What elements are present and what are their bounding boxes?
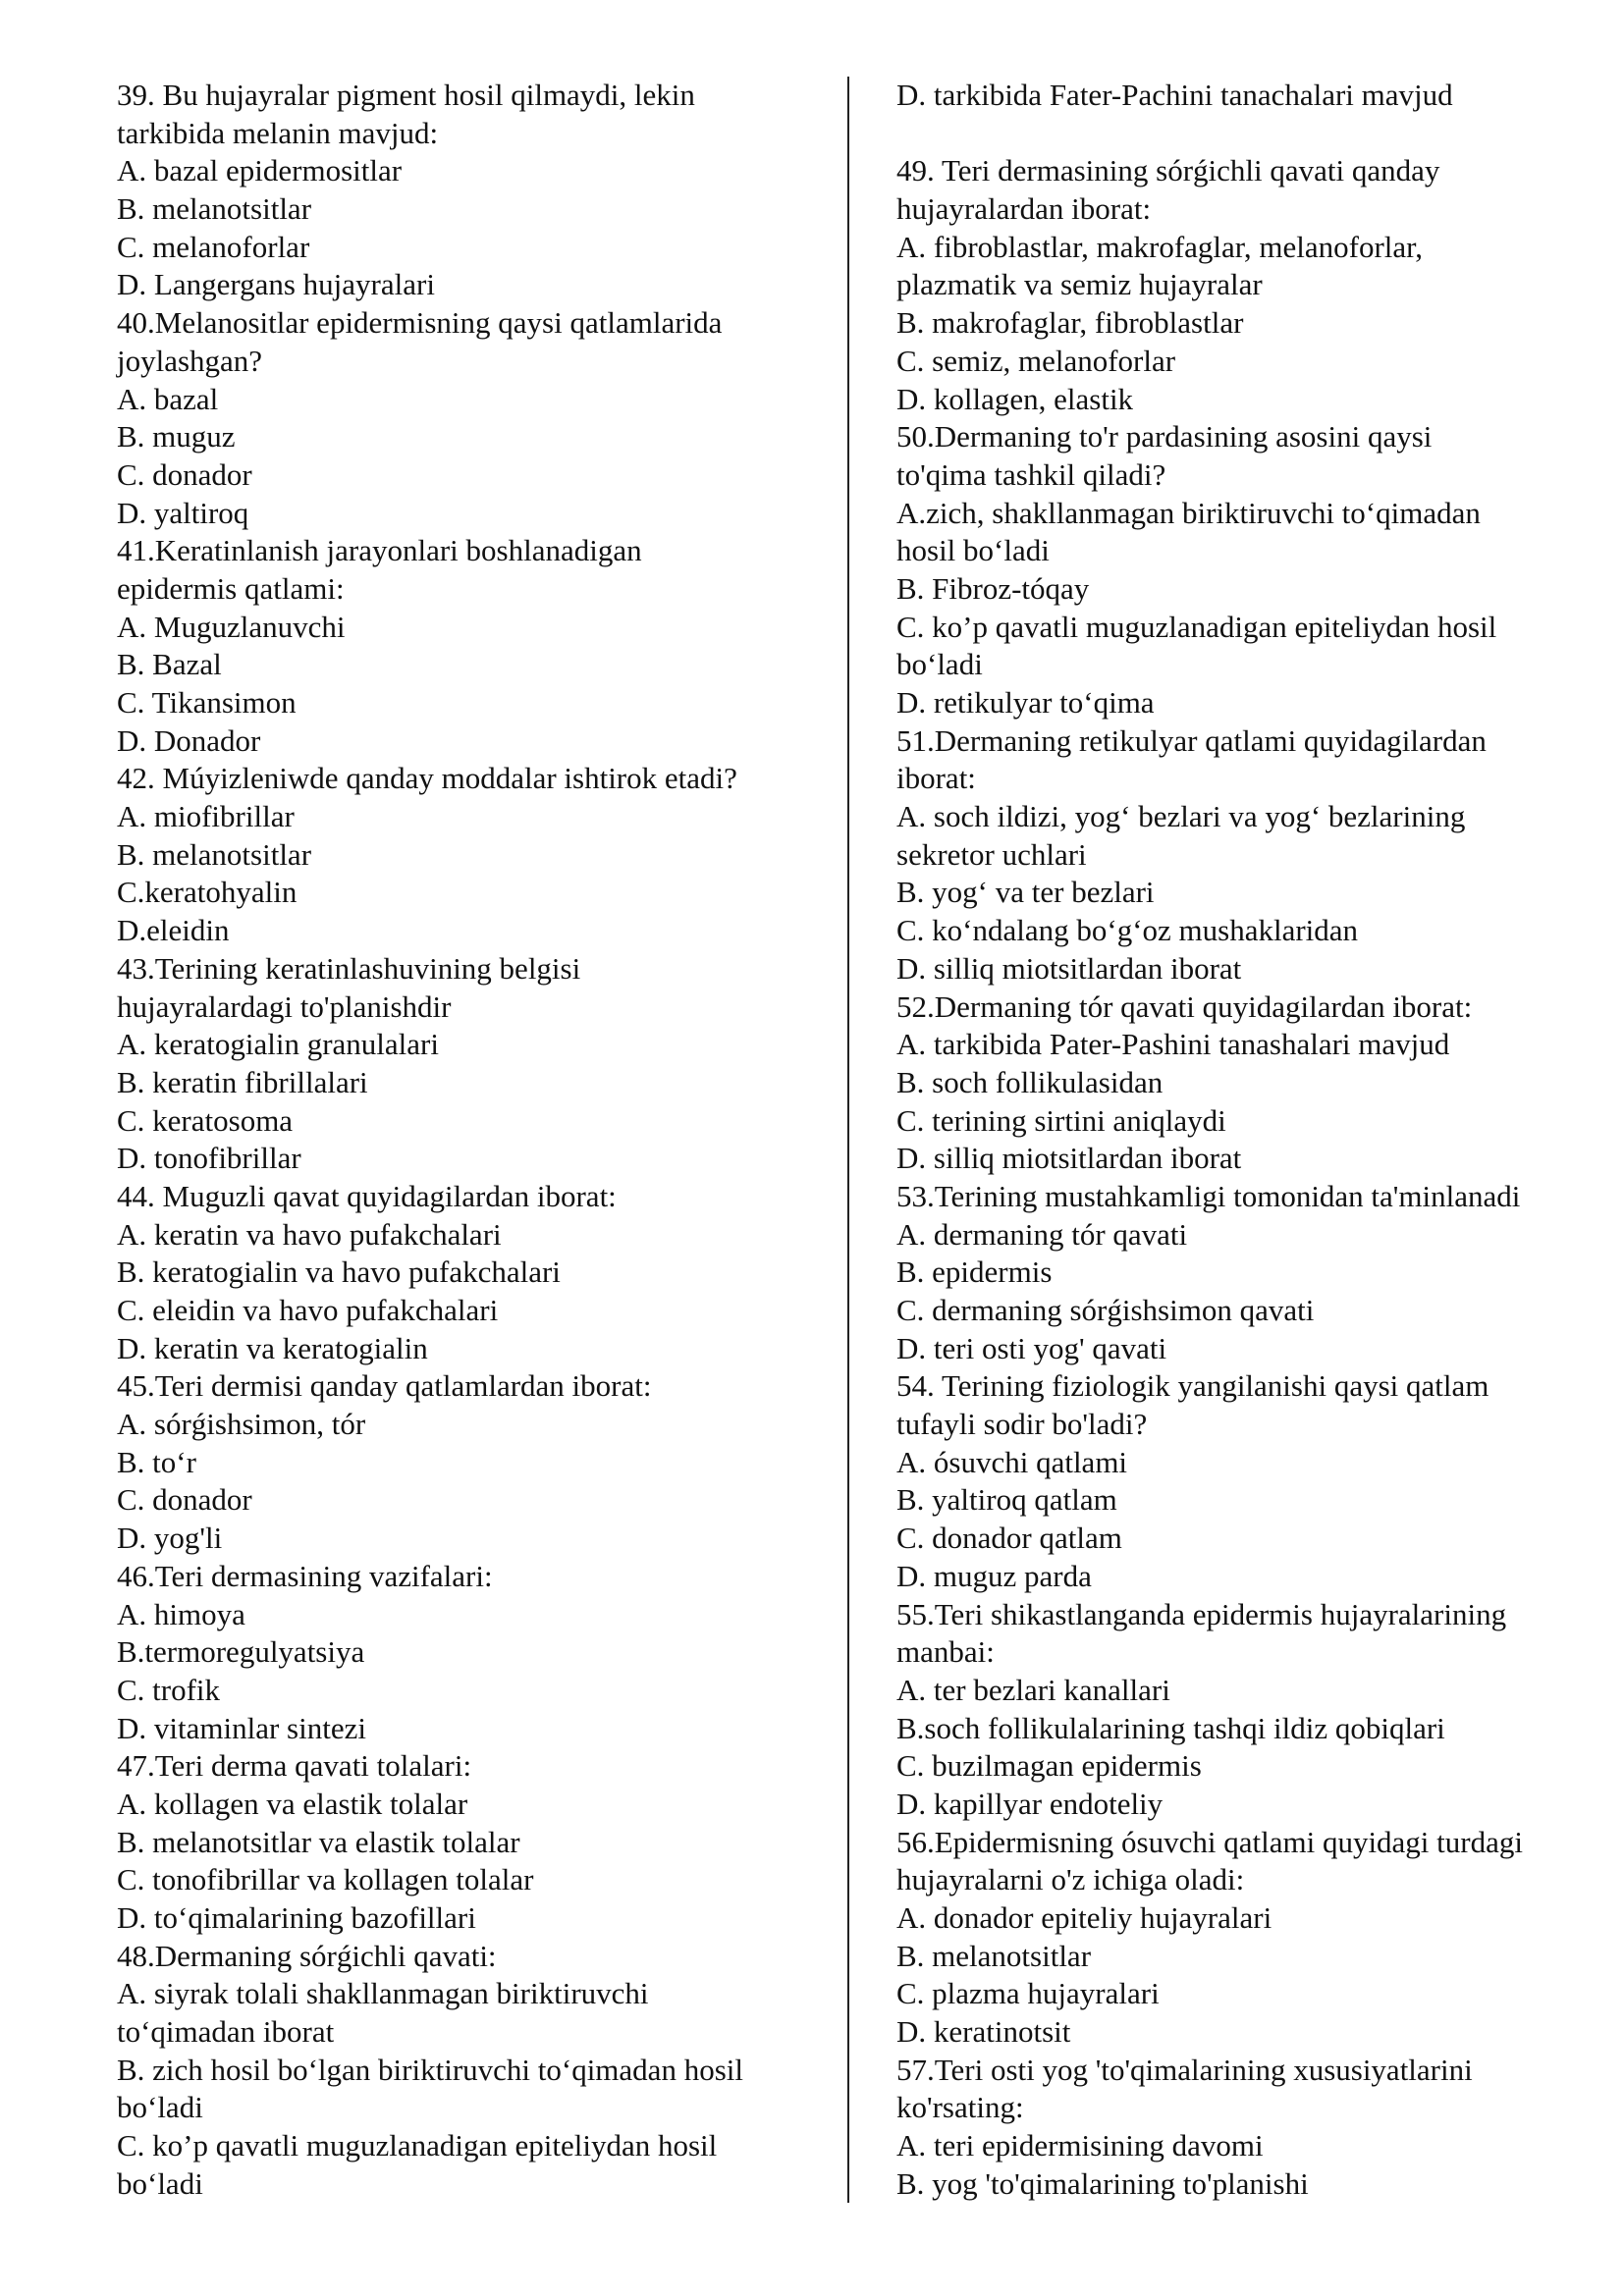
- text-line: D. muguz parda: [896, 1558, 1092, 1593]
- text-line: A.zich, shakllanmagan biriktiruvchi to‘qimadan: [896, 495, 1481, 530]
- text-line: 40.Melanositlar epidermisning qaysi qatlamlarida: [117, 305, 723, 341]
- text-line: C. ko’p qavatli muguzlanadigan epiteliydan hosil: [117, 2128, 718, 2163]
- text-line: 48.Dermaning sórǵichli qavati:: [117, 1938, 497, 1973]
- text-line: joylashgan?: [117, 343, 263, 378]
- text-line: 46.Teri dermasining vazifalari:: [117, 1558, 493, 1593]
- text-line: D. keratin va keratogialin: [117, 1330, 428, 1365]
- text-line: C. terining sirtini aniqlaydi: [896, 1102, 1226, 1138]
- text-line: manbai:: [896, 1634, 995, 1670]
- text-line: D. to‘qimalarining bazofillari: [117, 1900, 476, 1935]
- text-line: A. miofibrillar: [117, 799, 295, 834]
- text-line: D. yog'li: [117, 1521, 223, 1556]
- text-line: C. eleidin va havo pufakchalari: [117, 1293, 499, 1327]
- text-line: B.termoregulyatsiya: [117, 1634, 365, 1670]
- text-line: bo‘ladi: [896, 647, 983, 682]
- text-line: A. himoya: [117, 1596, 245, 1631]
- text-line: 47.Teri derma qavati tolalari:: [117, 1748, 472, 1784]
- text-line: D. yaltiroq: [117, 495, 249, 530]
- text-line: C. donador: [117, 1482, 252, 1518]
- text-line: B. melanotsitlar: [117, 836, 312, 872]
- text-line: ko'rsating:: [896, 2090, 1024, 2125]
- text-line: D. silliq miotsitlardan iborat: [896, 950, 1242, 986]
- text-line: 50.Dermaning to'r pardasining asosini qaysi: [896, 419, 1433, 454]
- text-line: A. teri epidermisining davomi: [896, 2128, 1264, 2163]
- text-line: A. ter bezlari kanallari: [896, 1672, 1170, 1707]
- text-line: B. epidermis: [896, 1255, 1053, 1290]
- text-line: D. tarkibida Fater-Pachini tanachalari mavjud: [896, 78, 1453, 112]
- text-line: C. donador qatlam: [896, 1521, 1122, 1556]
- text-line: bo‘ladi: [117, 2165, 203, 2201]
- text-line: C. tonofibrillar va kollagen tolalar: [117, 1862, 534, 1897]
- text-line: hujayralardagi to'planishdir: [117, 988, 452, 1024]
- text-line: B. yog‘ va ter bezlari: [896, 875, 1155, 910]
- text-line: C. Tikansimon: [117, 685, 297, 720]
- text-line: D. teri osti yog' qavati: [896, 1330, 1167, 1365]
- text-line: 52.Dermaning tór qavati quyidagilardan iborat:: [896, 988, 1473, 1024]
- text-line: 57.Teri osti yog 'to'qimalarining xususiyatlarini: [896, 2052, 1473, 2087]
- text-line: C. ko’p qavatli muguzlanadigan epiteliydan hosil: [896, 609, 1497, 644]
- text-line: B. zich hosil bo‘lgan biriktiruvchi to‘qimadan hosil: [117, 2052, 743, 2087]
- text-line: C. trofik: [117, 1672, 221, 1707]
- text-line: B. to‘r: [117, 1444, 196, 1479]
- text-line: A. bazal: [117, 381, 219, 416]
- text-line: 54. Terining fiziologik yangilanishi qaysi qatlam: [896, 1368, 1489, 1404]
- text-line: 45.Teri dermisi qanday qatlamlardan iborat:: [117, 1368, 652, 1404]
- text-line: D. silliq miotsitlardan iborat: [896, 1141, 1242, 1176]
- text-line: A. dermaning tór qavati: [896, 1216, 1188, 1252]
- text-line: A. fibroblastlar, makrofaglar, melanoforlar,: [896, 229, 1423, 264]
- text-line: B. melanotsitlar: [117, 191, 312, 227]
- paragraph-gap: [896, 115, 1584, 153]
- text-line: hujayralardan iborat:: [896, 191, 1152, 227]
- text-line: C. melanoforlar: [117, 229, 310, 264]
- text-line: B. makrofaglar, fibroblastlar: [896, 305, 1244, 341]
- text-line: B.soch follikulalarining tashqi ildiz qobiqlari: [896, 1710, 1445, 1745]
- text-line: 42. Múyizleniwde qanday moddalar ishtirok etadi?: [117, 761, 737, 796]
- text-line: A. keratin va havo pufakchalari: [117, 1216, 502, 1252]
- text-line: B. Fibroz-tóqay: [896, 570, 1090, 606]
- text-line: C. plazma hujayralari: [896, 1976, 1160, 2011]
- right-column: [896, 77, 1584, 2204]
- text-line: 55.Teri shikastlanganda epidermis hujayralarining: [896, 1596, 1507, 1631]
- text-line: B. keratogialin va havo pufakchalari: [117, 1255, 561, 1290]
- text-line: epidermis qatlami:: [117, 570, 345, 606]
- text-line: B. melanotsitlar va elastik tolalar: [117, 1824, 520, 1859]
- text-line: A. kollagen va elastik tolalar: [117, 1786, 468, 1821]
- text-line: tarkibida melanin mavjud:: [117, 115, 439, 150]
- text-line: A. tarkibida Pater-Pashini tanashalari mavjud: [896, 1027, 1450, 1062]
- text-line: C. semiz, melanoforlar: [896, 343, 1176, 378]
- text-line: D. tonofibrillar: [117, 1141, 301, 1176]
- text-line: D. retikulyar to‘qima: [896, 685, 1155, 720]
- text-line: 43.Terining keratinlashuvining belgisi: [117, 950, 581, 986]
- text-line: B. yaltiroq qatlam: [896, 1482, 1117, 1518]
- text-line: D. keratinotsit: [896, 2014, 1071, 2050]
- text-line: iborat:: [896, 761, 976, 796]
- text-line: D. kollagen, elastik: [896, 381, 1134, 416]
- text-line: B. soch follikulasidan: [896, 1064, 1164, 1099]
- text-line: tufayli sodir bo'ladi?: [896, 1407, 1148, 1442]
- text-line: plazmatik va semiz hujayralar: [896, 267, 1263, 302]
- text-line: B. keratin fibrillalari: [117, 1064, 368, 1099]
- text-line: 41.Keratinlanish jarayonlari boshlanadigan: [117, 533, 642, 568]
- text-line: 39. Bu hujayralar pigment hosil qilmaydi, lekin: [117, 78, 695, 112]
- text-line: A. siyrak tolali shakllanmagan biriktiruvchi: [117, 1976, 649, 2011]
- text-line: C. dermaning sórǵishsimon qavati: [896, 1293, 1315, 1327]
- text-line: A. ósuvchi qatlami: [896, 1444, 1128, 1479]
- text-line: D.eleidin: [117, 913, 230, 948]
- text-line: 53.Terining mustahkamligi tomonidan ta'minlanadi: [896, 1178, 1521, 1213]
- text-line: B. muguz: [117, 419, 236, 454]
- text-line: A. Muguzlanuvchi: [117, 609, 346, 644]
- text-line: hosil bo‘ladi: [896, 533, 1050, 568]
- left-column: [117, 77, 824, 2204]
- text-line: hujayralarni o'z ichiga oladi:: [896, 1862, 1245, 1897]
- text-line: C. donador: [117, 456, 252, 492]
- text-line: bo‘ladi: [117, 2090, 203, 2125]
- text-line: C. buzilmagan epidermis: [896, 1748, 1202, 1784]
- text-line: 44. Muguzli qavat quyidagilardan iborat:: [117, 1178, 617, 1213]
- text-line: D. Langergans hujayralari: [117, 267, 435, 302]
- text-line: A. bazal epidermositlar: [117, 153, 403, 188]
- text-line: D. Donador: [117, 722, 261, 758]
- text-line: B. yog 'to'qimalarining to'planishi: [896, 2165, 1309, 2201]
- text-line: C.keratohyalin: [117, 875, 298, 910]
- text-line: B. melanotsitlar: [896, 1938, 1092, 1973]
- text-line: 49. Teri dermasining sórǵichli qavati qanday: [896, 153, 1440, 188]
- text-line: A. donador epiteliy hujayralari: [896, 1900, 1272, 1935]
- text-line: to'qima tashkil qiladi?: [896, 456, 1166, 492]
- text-line: A. soch ildizi, yog‘ bezlari va yog‘ bezlarining: [896, 799, 1466, 834]
- text-line: sekretor uchlari: [896, 836, 1087, 872]
- text-line: C. ko‘ndalang bo‘g‘oz mushaklaridan: [896, 913, 1359, 948]
- text-line: 51.Dermaning retikulyar qatlami quyidagilardan: [896, 722, 1487, 758]
- text-line: B. Bazal: [117, 647, 222, 682]
- text-line: C. keratosoma: [117, 1102, 294, 1138]
- text-line: D. kapillyar endoteliy: [896, 1786, 1164, 1821]
- text-line: A. sórǵishsimon, tór: [117, 1407, 366, 1442]
- text-line: 56.Epidermisning ósuvchi qatlami quyidagi turdagi: [896, 1824, 1523, 1859]
- text-line: A. keratogialin granulalari: [117, 1027, 439, 1062]
- column-divider: [847, 77, 849, 2203]
- text-line: to‘qimadan iborat: [117, 2014, 335, 2050]
- text-line: D. vitaminlar sintezi: [117, 1710, 366, 1745]
